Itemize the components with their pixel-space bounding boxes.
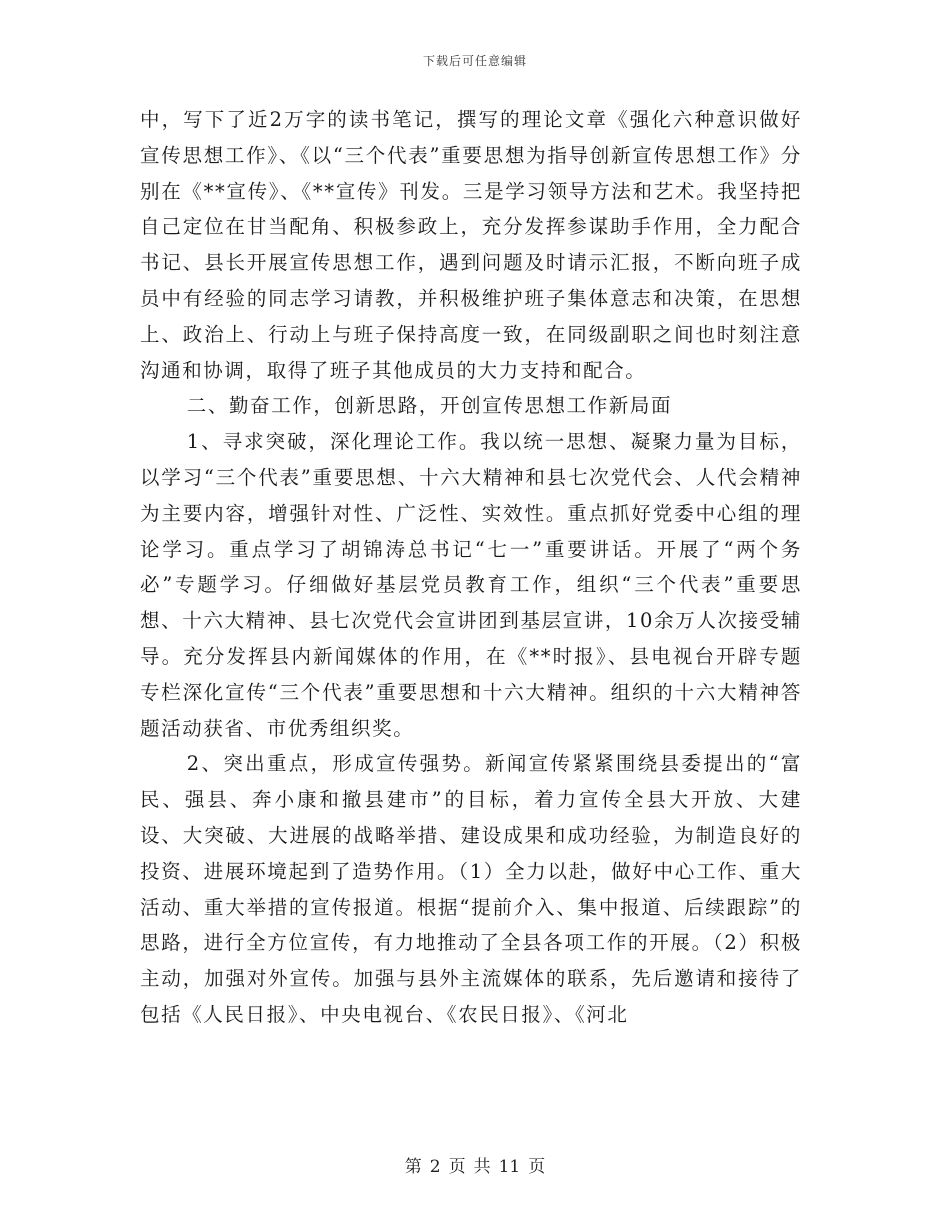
page-label-mid: 页 — [448, 1157, 466, 1177]
paragraph-study-continuation: 中，写下了近2万字的读书笔记，撰写的理论文章《强化六种意识做好宣传思想工作》、《以“三个代表”重要思想为指导创新宣传思想工作》分别在《**宣传》、《**宣传》刊发。三是学习领导方法和艺术。我坚持把自己定位在甘当配角、积极参政上，充分发挥参谋助手作用，全力配合书记、县长开展宣传思想工作，遇到问题及时请示汇报，不断向班子成员中有经验的同志学习请教，并积极维护班子集体意志和决策，在思想上、政治上、行动上与班子保持高度一致，在同级副职之间也时刻注意沟通和协调，取得了班子其他成员的大力支持和配合。 — [140, 108, 802, 382]
page-label-total: 共 — [473, 1157, 491, 1177]
page-label-prefix: 第 — [404, 1157, 422, 1177]
document-body — [140, 102, 802, 1033]
page-footer — [0, 1152, 950, 1177]
page-header-note: 下载后可任意编辑 — [422, 54, 527, 68]
total-page-count: 11 — [498, 1157, 521, 1177]
current-page-number: 2 — [429, 1157, 441, 1177]
page-label-suffix: 页 — [528, 1157, 546, 1177]
section-heading-two: 二、勤奋工作，创新思路，开创宣传思想工作新局面 — [186, 394, 673, 418]
paragraph-publicity-focus: 2、突出重点，形成宣传强势。新闻宣传紧紧围绕县委提出的“富民、强县、奔小康和撤县建市”的目标，着力宣传全县大开放、大建设、大突破、大进展的战略举措、建设成果和成功经验，为制造良好的投资、进展环境起到了造势作用。（1）全力以赴，做好中心工作、重大活动、重大举措的宣传报道。根据“提前介入、集中报道、后续跟踪”的思路，进行全方位宣传，有力地推动了全县各项工作的开展。（2）积极主动，加强对外宣传。加强与县外主流媒体的联系，先后邀请和接待了包括《人民日报》、中央电视台、《农民日报》、《河北 — [140, 752, 802, 1026]
paragraph-theory-work: 1、寻求突破，深化理论工作。我以统一思想、凝聚力量为目标，以学习“三个代表”重要思想、十六大精神和县七次党代会、人代会精神为主要内容，增强针对性、广泛性、实效性。重点抓好党委中心组的理论学习。重点学习了胡锦涛总书记“七一”重要讲话。开展了“两个务必”专题学习。仔细做好基层党员教育工作，组织“三个代表”重要思想、十六大精神、县七次党代会宣讲团到基层宣讲，10余万人次接受辅导。充分发挥县内新闻媒体的作用，在《**时报》、县电视台开辟专题专栏深化宣传“三个代表”重要思想和十六大精神。组织的十六大精神答题活动获省、市优秀组织奖。 — [140, 430, 802, 740]
